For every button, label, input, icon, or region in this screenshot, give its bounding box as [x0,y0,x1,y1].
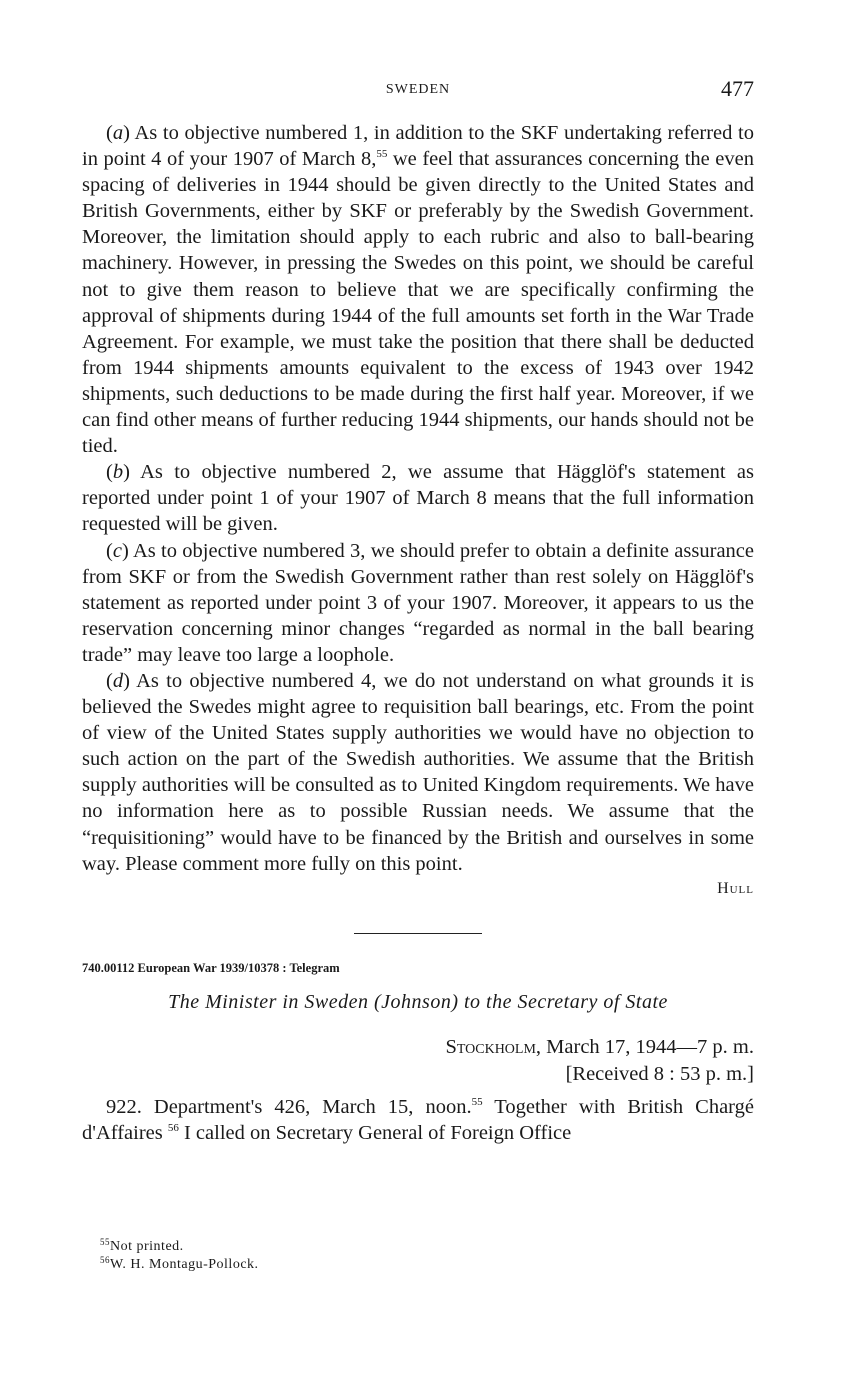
running-title: SWEDEN [385,82,451,97]
received-time: [Received 8 : 53 p. m.] [565,1062,754,1085]
file-reference: 740.00112 European War 1939/10378 : Telegram [82,960,340,975]
footnote-ref-55b: 55 [471,1095,483,1108]
paragraph-b-text: As to objective numbered 2, we assume that Hägglöf's statement as reported under point 1 of your 1907 of March 8 means that the full information requested will be given. [82,461,754,536]
telegram-text-2: Together with British Chargé d'Affaires [82,1095,754,1144]
telegram-text-1: 922. Department's 426, March 15, noon. [106,1095,472,1118]
telegram-text [82,1094,754,1146]
signature: Hull [717,879,754,897]
section-divider [354,933,482,934]
paragraph-a-text-2: we feel that assurances concerning the even spacing of deliveries in 1944 should be given directly to the United States and British Governments, either by SKF or preferably by the Swedish Government. Moreover, the limitation should apply to each rubric and also to ball-bearing machinery. However, in pressing the Swedes on this point, we should be careful not to give them reason to believe that we are specifically confirming the approval of shipments during 1944 of the full amounts set forth in the War Trade Agreement. For example, we must take the position that there shall be deducted from 1944 shipments amounts equivalent to the excess of 1943 over 1942 shipments, such deductions to be made during the first half year. Moreover, if we can find other means of further reducing 1944 shipments, our hands should not be tied. [82,148,754,458]
paragraph-c: (c) As to objective numbered 3, we should prefer to obtain a definite assurance from SKF or from the Swedish Government rather than rest solely on Hägglöf's statement as reported under point 3 of your 1907. Moreover, it appears to us the reservation concerning minor changes “regarded as normal in the ball bearing trade” may leave too large a loophole. [82,539,754,666]
footnote-ref-56: 56 [167,1121,179,1134]
paragraph-b-marker: b [112,461,124,484]
paragraph-d-marker: d [112,669,124,692]
dateline [82,1034,754,1060]
footnote-text: W. H. Montagu-Pollock. [110,1257,259,1272]
dateline-place: Stockholm [445,1035,536,1058]
page-number: 477 [721,76,754,101]
footnote-56 [100,1256,754,1274]
page-body [82,120,754,1146]
document-title: The Minister in Sweden (Johnson) to the Secretary of State [168,990,668,1013]
telegram-text-3: I called on Secretary General of Foreign Office [178,1121,572,1144]
paragraph-c-text: As to objective numbered 3, we should prefer to obtain a definite assurance from SKF or from the Swedish Government rather than rest solely on Hägglöf's statement as reported under point 3 of your 1907. Moreover, it appears to us the reservation concerning minor changes “regarded as normal in the ball bearing trade” may leave too large a loophole. [82,539,754,666]
paragraph-a-marker: a [112,122,124,144]
running-head [82,76,754,106]
paragraph-d: (d) As to objective numbered 4, we do not understand on what grounds it is believed the Swedes might agree to requisition ball bearings, etc. From the point of view of the United States supply authorities we would have no objection to such action on the part of the Swedish authorities. We assume that the British supply authorities will be consulted as to United Kingdom requirements. We have no information here as to possible Russian needs. We assume that the “requisitioning” would have to be financed by the British and ourselves in some way. Please comment more fully on this point. [82,669,754,875]
paragraph-a-text-1: As to objective numbered 1, in addition to the SKF undertaking referred to in point 4 of your 1907 of March 8, [82,122,754,171]
dateline-date: , March 17, 1944—7 p. m. [535,1035,754,1058]
footnote-text: Not printed. [110,1239,184,1254]
footnote-ref-55: 55 [376,148,388,161]
paragraph-a: (a) As to objective numbered 1, in addition to the SKF undertaking referred to in point 4 of your 1907 of March 8,55 we feel that assurances concerning the even spacing of deliveries in 1944 should be given directly to the United States and British Governments, either by SKF or preferably by the Swedish Government. Moreover, the limitation should apply to each rubric and also to ball-bearing machinery. However, in pressing the Swedes on this point, we should be careful not to give them reason to believe that we are specifically confirming the approval of shipments during 1944 of the full amounts set forth in the War Trade Agreement. For example, we must take the position that there shall be deducted from 1944 shipments amounts equivalent to the excess of 1943 over 1942 shipments, such deductions to be made during the first half year. Moreover, if we can find other means of further reducing 1944 shipments, our hands should not be tied. [82,122,754,458]
paragraph-b: (b) As to objective numbered 2, we assume that Hägglöf's statement as reported under point 1 of your 1907 of March 8 means that the full information requested will be given. [82,461,754,536]
footnotes [100,1238,754,1274]
footnote-number: 56 [100,1255,110,1265]
paragraph-c-marker: c [112,539,122,562]
footnote-number: 55 [100,1237,110,1247]
paragraph-d-text: As to objective numbered 4, we do not understand on what grounds it is believed the Swedes might agree to requisition ball bearings, etc. From the point of view of the United States supply authorities we would have no objection to such action on the part of the Swedish authorities. We assume that the British supply authorities will be consulted as to United Kingdom requirements. We have no information here as to possible Russian needs. We assume that the “requisitioning” would have to be financed by the British and ourselves in some way. Please comment more fully on this point. [82,669,754,875]
footnote-55 [100,1238,754,1256]
